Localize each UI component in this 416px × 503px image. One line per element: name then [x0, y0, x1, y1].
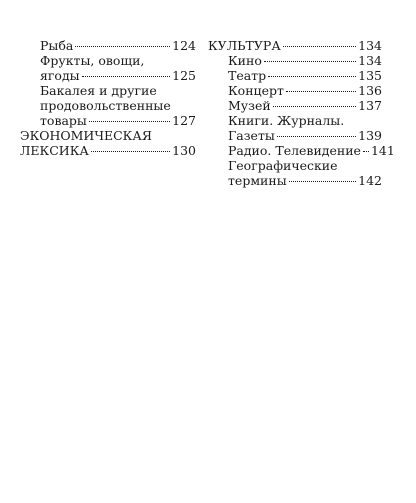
toc-entry: [20, 38, 196, 53]
toc-page-number: 134: [358, 53, 382, 68]
toc-entry-title-line: Бакалея и другие: [40, 83, 157, 98]
toc-entry: [20, 83, 196, 128]
toc-entry-title-line: ягоды: [40, 68, 80, 83]
toc-entry-final-line: [208, 38, 382, 53]
toc-entry-title-line: Географические: [228, 158, 338, 173]
toc-entry-title-line: Фрукты, овощи,: [40, 53, 145, 68]
dot-leader: [283, 46, 356, 47]
dot-leader: [82, 76, 171, 77]
toc-page-number: 139: [358, 128, 382, 143]
dot-leader: [286, 91, 356, 92]
toc-page-number: 136: [358, 83, 382, 98]
dot-leader: [264, 61, 356, 62]
toc-entry-title-line: продовольственные: [40, 98, 171, 113]
toc-page-number: 141: [370, 143, 395, 158]
toc-entry-final-line: [228, 173, 382, 188]
toc-page-number: 134: [358, 38, 382, 53]
toc-entry-final-line: [228, 53, 382, 68]
toc-page-number: 127: [172, 113, 196, 128]
toc-entry-title-line: Театр: [228, 68, 267, 83]
toc-entry-final-line: [228, 98, 382, 113]
toc-entry-title-line: Рыба: [40, 38, 74, 53]
dot-leader: [89, 121, 170, 122]
toc-entry-title-line: термины: [228, 173, 287, 188]
toc-entry: [208, 68, 382, 83]
toc-page-number: 130: [172, 143, 196, 158]
toc-entry-title-line: ЭКОНОМИЧЕСКАЯ: [20, 128, 152, 143]
toc-entry-title-line: Газеты: [228, 128, 275, 143]
toc-entry-title-line: Кино: [228, 53, 262, 68]
toc-entry-final-line: [40, 38, 196, 53]
toc-entry-final-line: [40, 68, 196, 83]
toc-entry: [208, 38, 382, 53]
toc-left-column: [20, 38, 196, 158]
toc-entry-title-line: товары: [40, 113, 87, 128]
toc-entry: [208, 98, 382, 113]
toc-entry-final-line: [228, 83, 382, 98]
toc-entry-final-line: [228, 143, 395, 158]
toc-page-number: 124: [172, 38, 196, 53]
toc-entry: [208, 143, 395, 158]
dot-leader: [277, 136, 356, 137]
dot-leader: [75, 46, 170, 47]
toc-entry-final-line: [228, 128, 382, 143]
toc-entry-final-line: [40, 113, 196, 128]
toc-entry: [20, 53, 196, 83]
toc-entry: [208, 158, 382, 188]
dot-leader: [289, 181, 356, 182]
toc-right-column: [208, 38, 395, 188]
toc-page-number: 125: [172, 68, 196, 83]
dot-leader: [91, 151, 170, 152]
dot-leader: [273, 106, 356, 107]
dot-leader: [268, 76, 356, 77]
toc-entry-title-line: ЛЕКСИКА: [20, 143, 89, 158]
toc-entry: [208, 113, 382, 143]
toc-entry-title-line: Книги. Журналы.: [228, 113, 345, 128]
toc-entry-title-line: Радио. Телевидение: [228, 143, 361, 158]
toc-page-number: 142: [358, 173, 382, 188]
toc-entry-title-line: КУЛЬТУРА: [208, 38, 281, 53]
toc-entry: [20, 128, 196, 158]
toc-entry-title-line: Концерт: [228, 83, 284, 98]
toc-entry-final-line: [20, 143, 196, 158]
toc-page-number: 137: [358, 98, 382, 113]
toc-entry-title-line: Музей: [228, 98, 271, 113]
toc-page-number: 135: [358, 68, 382, 83]
dot-leader: [363, 151, 369, 152]
toc-entry-final-line: [228, 68, 382, 83]
toc-entry: [208, 83, 382, 98]
toc-entry: [208, 53, 382, 68]
